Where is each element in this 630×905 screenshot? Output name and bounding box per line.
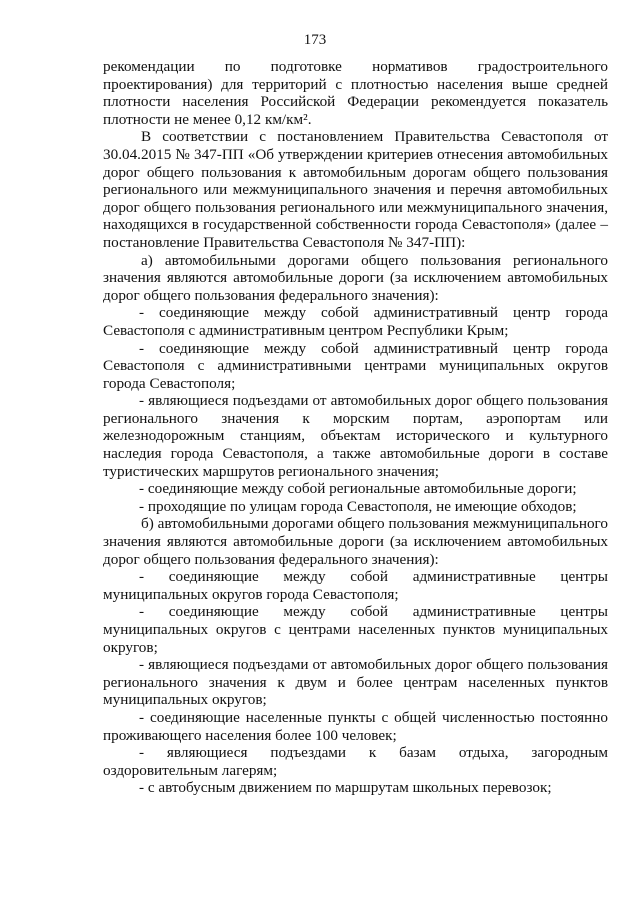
document-body (103, 58, 608, 797)
list-item: - проходящие по улицам города Севастополя, не имеющие обходов; (139, 497, 577, 515)
list-item: - являющиеся подъездами к базам отдыха, загородным оздоровительным лагерям; (103, 744, 608, 779)
paragraph-intermunicipal-roads: б) автомобильными дорогами общего пользования межмуниципального значения являются автомобильные дороги (за исключением автомобильных дорог общего пользования федерального значения): (103, 515, 608, 568)
list-item: - соединяющие между собой административный центр города Севастополя с административным центром Республики Крым; (103, 304, 608, 339)
list-item: - соединяющие между собой административные центры муниципальных округов города Севастополя; (103, 568, 608, 603)
paragraph-continuation: рекомендации по подготовке нормативов градостроительного проектирования) для территорий с плотностью населения выше средней плотности населения Российской Федерации рекомендуется показатель плотности не менее 0,12 км/км². (103, 58, 608, 128)
list-item: - с автобусным движением по маршрутам школьных перевозок; (139, 779, 552, 797)
paragraph-resolution-reference: В соответствии с постановлением Правительства Севастополя от 30.04.2015 № 347-ПП «Об утверждении критериев отнесения автомобильных дорог общего пользования к автомобильным дорогам общего пользования регионального или межмуниципального значения и перечня автомобильных дорог общего пользования регионального или межмуниципального значения, находящихся в государственной собственности города Севастополя» (далее – постановление Правительства Севастополя № 347-ПП): (103, 128, 608, 251)
list-item: - соединяющие между собой административные центры муниципальных округов с центрами населенных пунктов муниципальных округов; (103, 603, 608, 656)
list-item: - являющиеся подъездами от автомобильных дорог общего пользования регионального значения к морским портам, аэропортам или железнодорожным станциям, объектам исторического и культурного наследия города Севастополя, а также автомобильные дороги в составе туристических маршрутов регионального значения; (103, 392, 608, 480)
list-item: - соединяющие между собой административный центр города Севастополя с административными центрами муниципальных округов города Севастополя; (103, 339, 608, 392)
list-item: - соединяющие населенные пункты с общей численностью постоянно проживающего населения более 100 человек; (103, 708, 608, 744)
page-number: 173 (303, 32, 327, 48)
list-item: - являющиеся подъездами от автомобильных дорог общего пользования регионального значения к двум и более центрам населенных пунктов муниципальных округов; (103, 656, 608, 709)
list-item: - соединяющие между собой региональные автомобильные дороги; (139, 480, 577, 498)
paragraph-regional-roads: а) автомобильными дорогами общего пользования регионального значения являются автомобильные дороги (за исключением автомобильных дорог общего пользования федерального значения): (103, 251, 608, 304)
